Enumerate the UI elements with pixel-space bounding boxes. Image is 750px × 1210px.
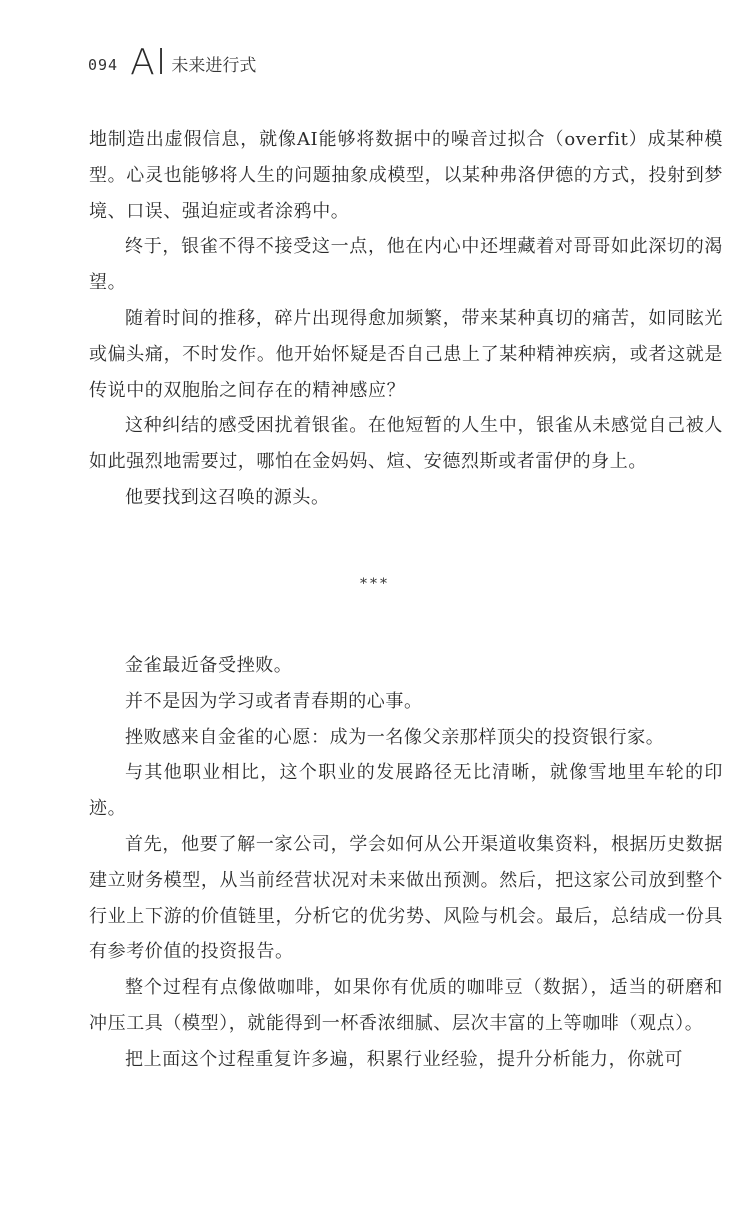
paragraph: 把上面这个过程重复许多遍，积累行业经验，提升分析能力，你就可 (125, 1048, 683, 1070)
paragraph: 首先，他要了解一家公司，学会如何从公开渠道收集资料，根据历史数据建立财务模型，从当前经营状况对未来做出预测。然后，把这家公司放到整个行业上下游的价值链里，分析它的优劣势、风险与机会。最后，总结成一份具有参考价值的投资报告。 (89, 833, 723, 963)
paragraph: 这种纠结的感受困扰着银雀。在他短暂的人生中，银雀从未感觉自己被人如此强烈地需要过，哪怕在金妈妈、煊、安德烈斯或者雷伊的身上。 (89, 415, 723, 473)
paragraph: 他要找到这召唤的源头。 (125, 486, 330, 508)
paragraph: 终于，银雀不得不接受这一点，他在内心中还埋藏着对哥哥如此深切的渴望。 (89, 236, 723, 294)
section-break: *** (360, 576, 390, 592)
book-title-ai: AI (130, 42, 168, 83)
text-block-after-break (89, 648, 723, 1078)
paragraph: 挫败感来自金雀的心愿：成为一名像父亲那样顶尖的投资银行家。 (125, 726, 665, 748)
paragraph: 金雀最近备受挫败。 (125, 655, 293, 676)
paragraph: 随着时间的推移，碎片出现得愈加频繁，带来某种真切的痛苦，如同眩光或偏头痛，不时发作。他开始怀疑是否自己患上了某种精神疾病，或者这就是传说中的双胞胎之间存在的精神感应？ (89, 307, 723, 401)
text-block-before-break (89, 122, 723, 516)
paragraph: 地制造出虚假信息，就像AI能够将数据中的噪音过拟合（overfit）成某种模型。心灵也能够将人生的问题抽象成模型，以某种弗洛伊德的方式，投射到梦境、口误、强迫症或者涂鸦中。 (89, 129, 723, 222)
paragraph: 整个过程有点像做咖啡，如果你有优质的咖啡豆（数据），适当的研磨和冲压工具（模型），就能得到一杯香浓细腻、层次丰富的上等咖啡（观点）。 (89, 977, 723, 1034)
book-title: 未来进行式 (171, 56, 257, 76)
paragraph: 与其他职业相比，这个职业的发展路径无比清晰，就像雪地里车轮的印迹。 (89, 762, 723, 820)
paragraph: 并不是因为学习或者青春期的心事。 (125, 690, 423, 712)
running-header (88, 42, 257, 83)
page-number: 094 (88, 56, 119, 74)
